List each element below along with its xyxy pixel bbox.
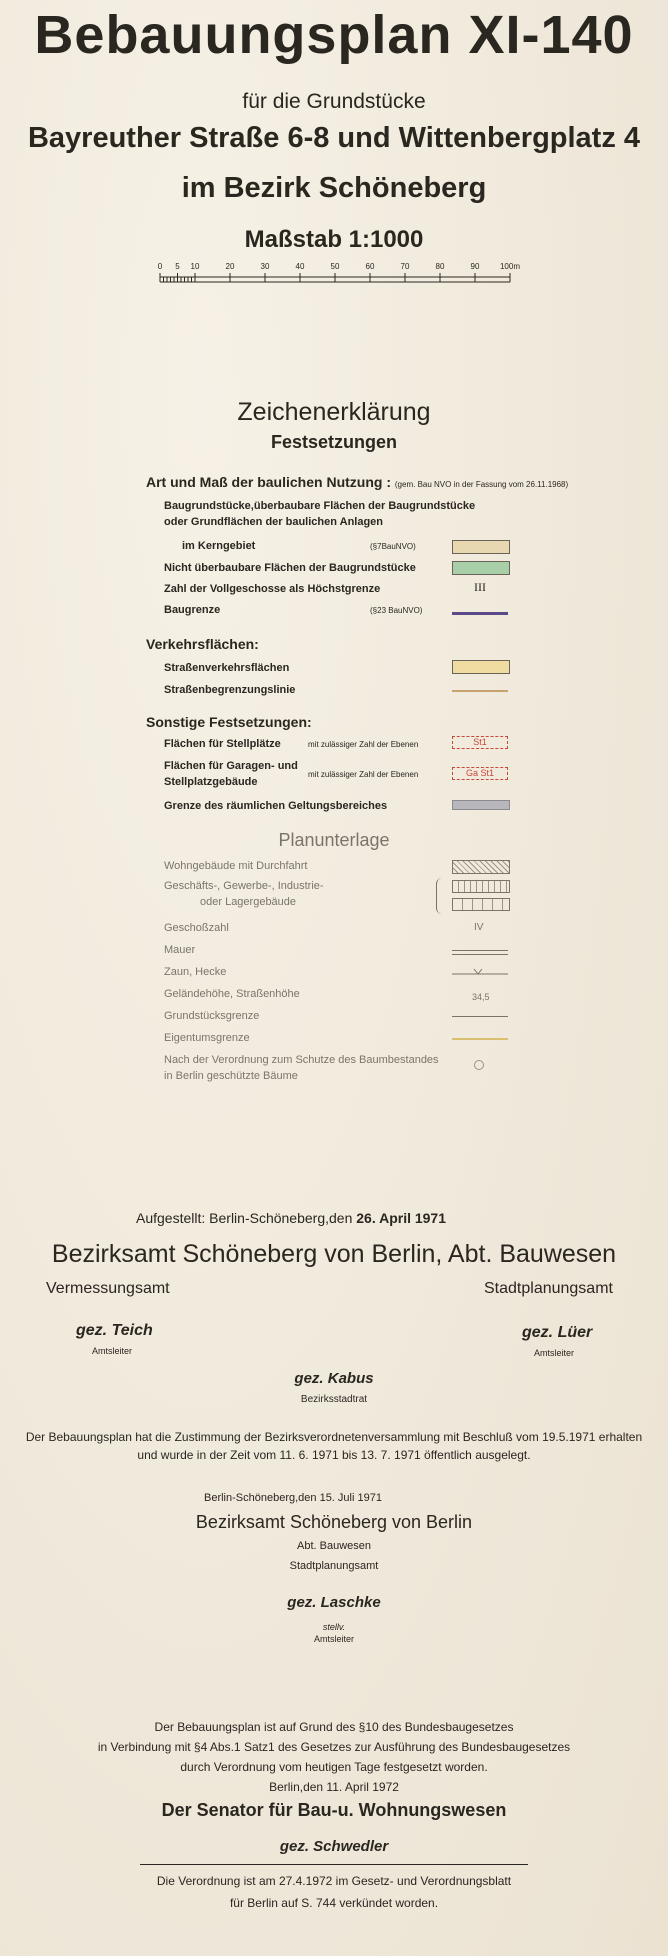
signature-teich: gez. Teich	[76, 1322, 153, 1339]
vollgeschosse-symbol: III	[474, 580, 486, 594]
date-line-3: Berlin,den 11. April 1972	[269, 1780, 399, 1794]
scale-tick-label: 40	[295, 262, 305, 271]
scale-tick-label: 50	[330, 262, 340, 271]
zustimmung-line-1: Der Bebauungsplan hat die Zustimmung der Bezirksverordnetenversammlung mit Beschluß vom 19.5.1971 erhalten	[25, 1430, 643, 1444]
gelaende-value: 34,5	[472, 992, 490, 1002]
geltungsbereich-swatch	[452, 800, 510, 810]
stellplatz-symbol: St1	[452, 736, 508, 749]
geschaeft-symbol-1	[452, 880, 510, 893]
divider-line	[140, 1864, 528, 1865]
stellplaetze-ebenen-note: mit zulässiger Zahl der Ebenen	[308, 740, 419, 749]
strassenbegrenzung-line	[452, 690, 508, 692]
kerngebiet-ref: (§7BauNVO)	[370, 542, 416, 551]
vollgeschosse-label: Zahl der Vollgeschosse als Höchstgrenze	[164, 583, 381, 595]
signature-schwedler: gez. Schwedler	[279, 1838, 389, 1855]
geschaeft-line-2: oder Lagergebäude	[200, 896, 297, 908]
kerngebiet-swatch	[452, 540, 510, 554]
art-mass-heading	[146, 474, 568, 490]
aufgestellt-line	[136, 1210, 446, 1226]
wohngebaeude-symbol	[452, 860, 510, 874]
stellplaetze-label: Flächen für Stellplätze	[164, 738, 281, 750]
planunterlage-title: Planunterlage	[278, 830, 390, 850]
streets-heading: Bayreuther Straße 6-8 und Wittenbergplatz 4	[27, 122, 641, 154]
nicht-ueberbaubar-label: Nicht überbaubare Flächen der Baugrundstücke	[164, 562, 416, 574]
scale-tick-label: 0	[157, 262, 163, 271]
geschosszahl-label: Geschoßzahl	[164, 922, 229, 934]
date-line-2: Berlin-Schöneberg,den 15. Juli 1971	[204, 1492, 382, 1504]
scale-tick-label: 20	[225, 262, 235, 271]
district-heading: im Bezirk Schöneberg	[181, 172, 487, 204]
gelaende-label: Geländehöhe, Straßenhöhe	[164, 988, 300, 1000]
bezirksamt-heading-2: Bezirksamt Schöneberg von Berlin	[195, 1512, 473, 1532]
garagen-symbol: Ga St1	[452, 767, 508, 780]
mauer-label: Mauer	[164, 944, 196, 956]
signature-kabus: gez. Kabus	[294, 1370, 374, 1387]
zaun-symbol	[452, 966, 508, 978]
zustimmung-line-2: und wurde in der Zeit vom 11. 6. 1971 bis 13. 7. 1971 öffentlich ausgelegt.	[137, 1448, 531, 1462]
festsetzung-line-2: in Verbindung mit §4 Abs.1 Satz1 des Gesetzes zur Ausführung des Bundesbaugesetzes	[97, 1740, 571, 1754]
garagen-ebenen-note: mit zulässiger Zahl der Ebenen	[308, 770, 419, 779]
scale-tick-label: 30	[260, 262, 270, 271]
vermessungsamt-label: Vermessungsamt	[46, 1280, 170, 1297]
strassenverkehr-label: Straßenverkehrsflächen	[164, 662, 290, 674]
kerngebiet-label: im Kerngebiet	[182, 540, 256, 552]
baugrenze-label: Baugrenze	[164, 604, 221, 616]
verordnung-line-2: für Berlin auf S. 744 verkündet worden.	[229, 1896, 439, 1910]
geschaeft-line-1: Geschäfts-, Gewerbe-, Industrie-	[164, 880, 324, 892]
zaun-label: Zaun, Hecke	[164, 966, 227, 978]
legend-title: Zeichenerklärung	[237, 398, 431, 426]
scale-tick-label: 70	[400, 262, 410, 271]
strassenverkehr-swatch	[452, 660, 510, 674]
baugrenze-ref: (§23 BauNVO)	[370, 606, 423, 615]
amtsleiter-lueer: Amtsleiter	[534, 1348, 575, 1358]
eigentumsgrenze-line	[452, 1038, 508, 1040]
baugrund-line-2: oder Grundflächen der baulichen Anlagen	[164, 516, 384, 528]
stadtplanungsamt-label-2: Stadtplanungsamt	[289, 1560, 379, 1572]
verkehr-heading: Verkehrsflächen:	[146, 636, 259, 652]
scale-label: Maßstab 1:1000	[244, 226, 424, 253]
verordnung-line-1: Die Verordnung ist am 27.4.1972 im Gesetz- und Verordnungsblatt	[156, 1874, 512, 1888]
tree-symbol	[474, 1060, 484, 1070]
geschaeft-symbol-2	[452, 898, 510, 911]
scale-tick-label: 10	[190, 262, 200, 271]
plan-title: Bebauungsplan XI-140	[34, 5, 634, 65]
wohngebaeude-label: Wohngebäude mit Durchfahrt	[164, 860, 308, 872]
bezirksstadtrat-label: Bezirksstadtrat	[300, 1394, 368, 1405]
grundstuecksgrenze-label: Grundstücksgrenze	[164, 1010, 260, 1022]
garagen-line-1: Flächen für Garagen- und	[164, 760, 298, 772]
geltungsbereich-label: Grenze des räumlichen Geltungsbereiches	[164, 800, 388, 812]
scale-bar	[150, 255, 530, 295]
art-mass-label: Art und Maß der baulichen Nutzung :	[146, 474, 391, 490]
baeume-line-2: in Berlin geschützte Bäume	[164, 1070, 298, 1082]
scale-tick-label: 100m	[499, 262, 521, 271]
baeume-line-1: Nach der Verordnung zum Schutze des Baumbestandes	[164, 1054, 439, 1066]
mauer-symbol	[452, 950, 508, 955]
festsetzung-line-1: Der Bebauungsplan ist auf Grund des §10 des Bundesbaugesetzes	[154, 1720, 514, 1734]
festsetzung-line-3: durch Verordnung vom heutigen Tage festgesetzt worden.	[180, 1760, 488, 1774]
signature-laschke: gez. Laschke	[287, 1594, 381, 1611]
amtsleiter-teich: Amtsleiter	[92, 1346, 133, 1356]
aufgestellt-date: 26. April 1971	[356, 1210, 447, 1226]
signature-lueer: gez. Lüer	[522, 1324, 593, 1341]
legend-subtitle: Festsetzungen	[270, 432, 398, 452]
senator-heading: Der Senator für Bau-u. Wohnungswesen	[161, 1800, 507, 1820]
strassenbegrenzung-label: Straßenbegrenzungslinie	[164, 684, 296, 696]
aufgestellt-label: Aufgestellt: Berlin-Schöneberg,den	[136, 1210, 353, 1226]
scale-tick-label: 80	[435, 262, 445, 271]
scale-tick-label: 90	[470, 262, 480, 271]
sonstige-heading: Sonstige Festsetzungen:	[146, 714, 312, 730]
stellv-label: stellv.	[322, 1622, 346, 1632]
grundstuecksgrenze-line	[452, 1016, 508, 1017]
nicht-ueberbaubar-swatch	[452, 561, 510, 575]
for-text: für die Grundstücke	[242, 90, 426, 113]
scale-tick-label: 5	[175, 262, 180, 271]
baugrenze-line	[452, 612, 508, 615]
art-mass-note: (gem. Bau NVO in der Fassung vom 26.11.1968)	[394, 480, 569, 489]
baugrund-line-1: Baugrundstücke,überbaubare Flächen der Baugrundstücke	[164, 500, 476, 512]
geschaeft-brace	[436, 878, 445, 914]
scale-tick-label: 60	[365, 262, 375, 271]
garagen-line-2: Stellplatzgebäude	[164, 776, 258, 788]
geschosszahl-symbol: IV	[474, 922, 484, 933]
stadtplanungsamt-label: Stadtplanungsamt	[484, 1280, 613, 1297]
abt-label: Abt. Bauwesen	[297, 1540, 371, 1552]
bezirksamt-heading: Bezirksamt Schöneberg von Berlin, Abt. Bauwesen	[51, 1240, 617, 1268]
amtsleiter-laschke: Amtsleiter	[313, 1634, 354, 1644]
eigentumsgrenze-label: Eigentumsgrenze	[164, 1032, 250, 1044]
